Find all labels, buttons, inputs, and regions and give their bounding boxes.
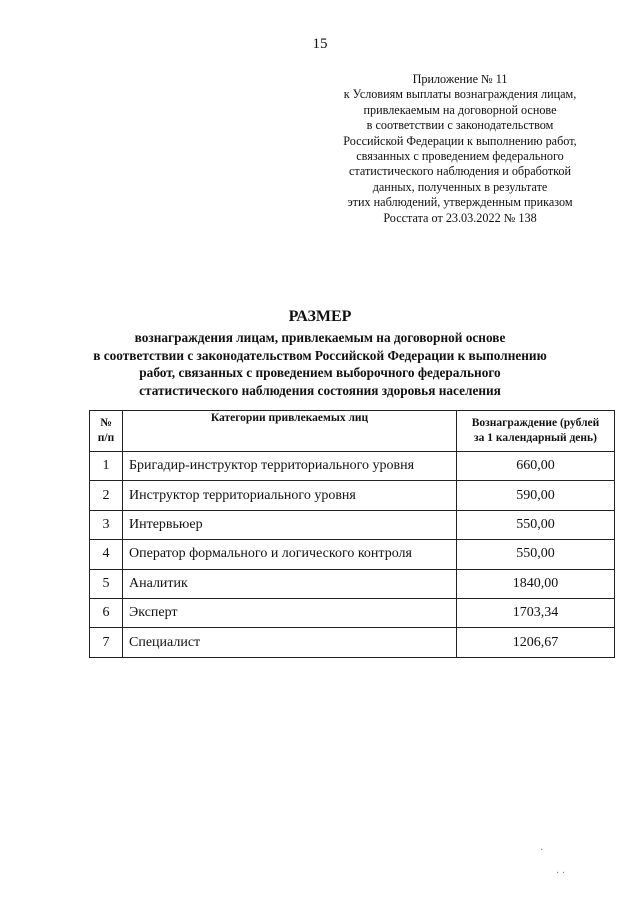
rates-table (89, 410, 615, 658)
row-amount: 1703,34 (457, 598, 615, 627)
header-number-line1: № (100, 417, 112, 429)
table-row (90, 452, 615, 481)
document-subtitle (0, 329, 640, 399)
header-amount (457, 411, 615, 452)
appendix-reference (333, 72, 587, 226)
table-row (90, 481, 615, 510)
appendix-line: статистического наблюдения и обработкой (348, 164, 571, 179)
row-category: Аналитик (123, 569, 457, 598)
table-row (90, 540, 615, 569)
table-row (90, 510, 615, 539)
subtitle-line: в соответствии с законодательством Российской Федерации к выполнению (93, 347, 547, 363)
appendix-line: этих наблюдений, утвержденным приказом (347, 195, 573, 210)
table-row (90, 598, 615, 627)
row-amount: 590,00 (457, 481, 615, 510)
page-number: 15 (312, 36, 328, 52)
appendix-line: к Условиям выплаты вознаграждения лицам, (343, 87, 577, 102)
appendix-line: связанных с проведением федерального (356, 149, 564, 164)
row-number: 7 (90, 628, 123, 657)
row-category: Инструктор территориального уровня (123, 481, 457, 510)
row-number: 6 (90, 598, 123, 627)
row-number: 5 (90, 569, 123, 598)
subtitle-line: работ, связанных с проведением выборочного федерального (139, 365, 501, 381)
header-category: Категории привлекаемых лиц (123, 411, 457, 452)
table-row (90, 569, 615, 598)
row-number: 4 (90, 540, 123, 569)
table-header-row (90, 411, 615, 452)
scan-mark: · · (556, 868, 566, 879)
header-number-line2: п/п (97, 432, 115, 444)
appendix-line: Росстата от 23.03.2022 № 138 (383, 210, 537, 225)
appendix-line: привлекаемым на договорной основе (363, 102, 557, 117)
appendix-line: в соответствии с законодательством (366, 118, 554, 133)
row-category: Эксперт (123, 598, 457, 627)
row-category: Интервьюер (123, 510, 457, 539)
appendix-line: Приложение № 11 (412, 72, 508, 86)
row-number: 1 (90, 452, 123, 481)
row-number: 3 (90, 510, 123, 539)
row-number: 2 (90, 481, 123, 510)
header-number (90, 411, 123, 452)
row-category: Бригадир-инструктор территориального уровня (123, 452, 457, 481)
row-category: Оператор формального и логического контроля (123, 540, 457, 569)
document-title: РАЗМЕР (288, 308, 352, 325)
document-title-block (0, 307, 640, 399)
row-amount: 1840,00 (457, 569, 615, 598)
header-amount-line1: Вознаграждение (рублей (471, 417, 600, 429)
appendix-line: Российской Федерации к выполнению работ, (343, 133, 577, 148)
subtitle-line: вознаграждения лицам, привлекаемым на договорной основе (134, 330, 506, 345)
header-amount-line2: за 1 календарный день) (474, 432, 597, 444)
subtitle-line: статистического наблюдения состояния здоровья населения (139, 382, 501, 398)
row-amount: 1206,67 (457, 628, 615, 657)
table-row (90, 628, 615, 657)
scan-mark: · (540, 845, 544, 856)
row-amount: 550,00 (457, 510, 615, 539)
row-amount: 550,00 (457, 540, 615, 569)
row-amount: 660,00 (457, 452, 615, 481)
row-category: Специалист (123, 628, 457, 657)
appendix-line: данных, полученных в результате (372, 179, 548, 194)
